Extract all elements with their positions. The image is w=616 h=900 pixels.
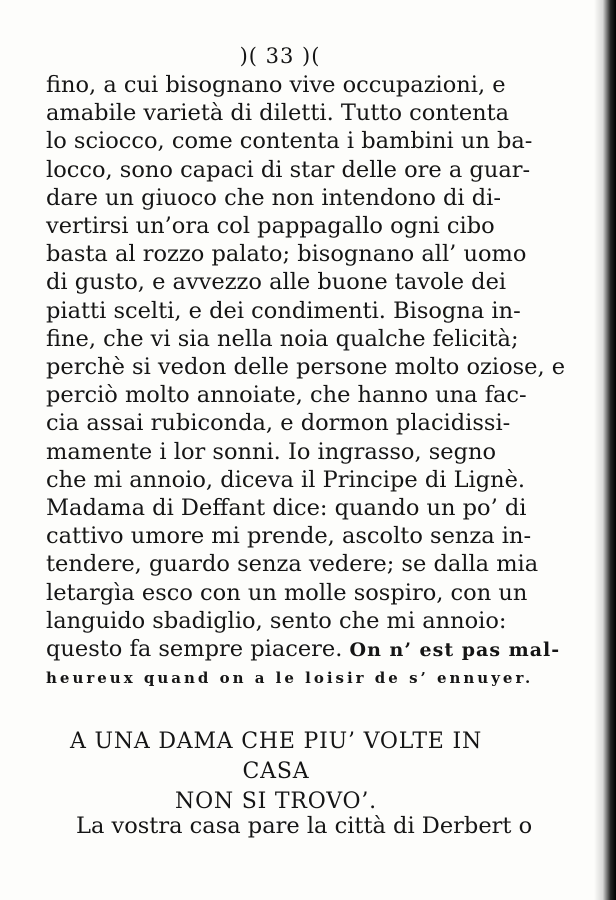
text-line: dare un giuoco che non intendono di di- xyxy=(46,184,501,211)
text-line: locco, sono capaci di star delle ore a guar- xyxy=(46,156,531,183)
text-line: letargìa esco con un molle sospiro, con un xyxy=(46,579,528,606)
text-line: che mi annoio, diceva il Principe di Lignè. xyxy=(46,466,526,493)
text-line: lo sciocco, come contenta i bambini un ba- xyxy=(46,128,533,155)
french-quote-start: On n’ est pas mal- xyxy=(349,639,561,662)
page-edge-shadow xyxy=(594,0,616,900)
text-line: basta al rozzo palato; bisognano all’ uomo xyxy=(46,241,527,268)
text-line: cia assai rubiconda, e dormon placidissi- xyxy=(46,410,511,437)
text-line: amabile varietà di diletti. Tutto contenta xyxy=(46,100,510,127)
text-line: piatti scelti, e dei condimenti. Bisogna in- xyxy=(46,297,521,324)
text-line: Madama di Deffant dice: quando un po’ di xyxy=(46,495,527,522)
text-line: fine, che vi sia nella noia qualche felicità; xyxy=(46,325,519,352)
text-line: perchè si vedon delle persone molto oziose, e xyxy=(46,354,566,381)
text-line: mamente i lor sonni. Io ingrasso, segno xyxy=(46,438,497,465)
text-line: di gusto, e avvezzo alle buone tavole dei xyxy=(46,269,507,296)
body-paragraph xyxy=(46,71,566,692)
text-line: fino, a cui bisognano vive occupazioni, e xyxy=(46,72,506,98)
text-line: cattivo umore mi prende, ascolto senza in- xyxy=(46,523,532,550)
french-quote-end: heureux quand on a le loisir de s’ ennuyer. xyxy=(46,669,534,688)
verse-line: La vostra casa pare la città di Derbert o xyxy=(76,813,533,839)
text-line-with-quote xyxy=(46,635,561,664)
text-segment: questo fa sempre piacere. xyxy=(46,636,343,663)
text-line: tendere, guardo senza vedere; se dalla mia xyxy=(46,551,539,578)
heading-line: A UNA DAMA CHE PIU’ VOLTE IN CASA xyxy=(70,729,482,784)
heading-line: NON SI TROVO’. xyxy=(175,789,377,814)
text-line: languido sbadiglio, sento che mi annoio: xyxy=(46,607,507,634)
text-line: perciò molto annoiate, che hanno una fac- xyxy=(46,382,527,409)
section-heading xyxy=(38,727,514,817)
page-number: )( 33 )( xyxy=(239,44,321,68)
text-line: vertirsi un’ora col pappagallo ogni cibo xyxy=(46,213,495,240)
